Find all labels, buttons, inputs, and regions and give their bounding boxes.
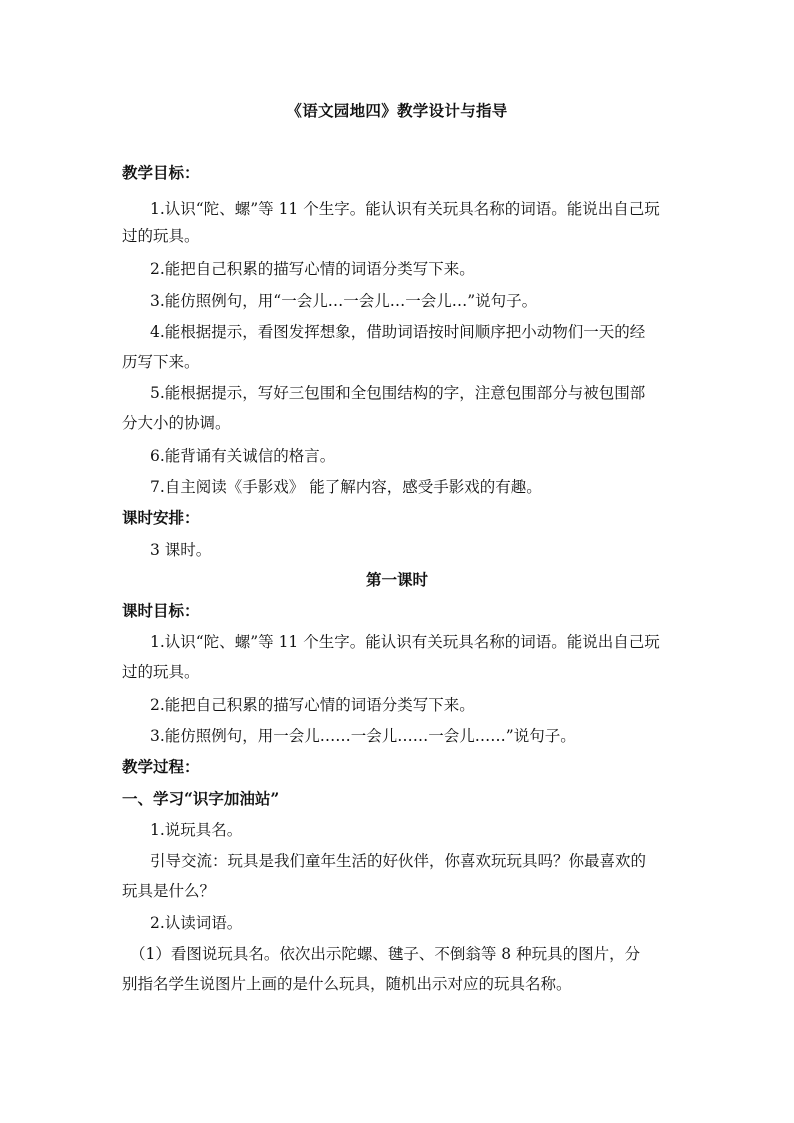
lesson-goal-2: 2.能把自己积累的描写心情的词语分类写下来。 — [150, 696, 475, 714]
goal-5-line-1: 5.能根据提示，写好三包围和全包围结构的字，注意包围部分与被包围部 — [150, 384, 646, 402]
goal-4-line-2: 历写下来。 — [122, 353, 200, 371]
process-heading: 教学过程： — [122, 757, 200, 776]
document-title: 《语文园地四》教学设计与指导 — [286, 101, 508, 120]
goal-7: 7.自主阅读《手影戏》 能了解内容，感受手影戏的有趣。 — [150, 478, 542, 496]
guide-line-1: 引导交流：玩具是我们童年生活的好伙伴，你喜欢玩玩具吗？你最喜欢的 — [150, 852, 647, 870]
goal-4-line-1: 4.能根据提示，看图发挥想象，借助词语按时间顺序把小动物们一天的经 — [150, 323, 646, 341]
goal-3: 3.能仿照例句，用“一会儿…一会儿…一会儿…”说句子。 — [150, 292, 538, 310]
goal-2: 2.能把自己积累的描写心情的词语分类写下来。 — [150, 260, 475, 278]
goals-heading: 教学目标： — [122, 163, 200, 182]
schedule-heading: 课时安排： — [122, 508, 200, 527]
section-1-heading: 一、学习“识字加油站” — [122, 789, 280, 808]
guide-line-2: 玩具是什么？ — [122, 882, 216, 900]
lesson-goals-heading: 课时目标： — [122, 601, 200, 620]
step-2: 2.认读词语。 — [150, 914, 243, 932]
lesson-goal-3: 3.能仿照例句，用一会儿……一会儿……一会儿……”说句子。 — [150, 727, 576, 745]
schedule-text: 3 课时。 — [150, 541, 212, 559]
lesson-goal-1-line-1: 1.认识“陀、螺”等 11 个生字。能认识有关玩具名称的词语。能说出自己玩 — [150, 633, 660, 651]
step-1: 1.说玩具名。 — [150, 821, 243, 839]
lesson-goal-1-line-2: 过的玩具。 — [122, 663, 200, 681]
goal-6: 6.能背诵有关诚信的格言。 — [150, 447, 336, 465]
goal-1-line-1: 1.认识“陀、螺”等 11 个生字。能认识有关玩具名称的词语。能说出自己玩 — [150, 200, 660, 218]
goal-1-line-2: 过的玩具。 — [122, 227, 200, 245]
goal-5-line-2: 分大小的协调。 — [122, 414, 231, 432]
step-2-1-line-2: 别指名学生说图片上画的是什么玩具，随机出示对应的玩具名称。 — [122, 975, 572, 993]
lesson-1-heading: 第一课时 — [365, 570, 428, 589]
step-2-1-line-1: （1）看图说玩具名。依次出示陀螺、毽子、不倒翁等 8 种玩具的图片，分 — [130, 945, 641, 963]
